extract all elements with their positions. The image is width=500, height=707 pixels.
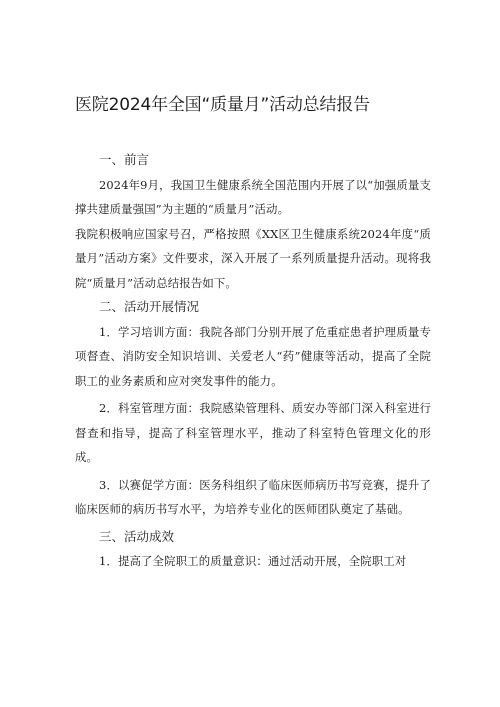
document-title: 医院2024年全国“质量月”活动总结报告 xyxy=(75,95,370,115)
section-heading-results: 三、活动成效 xyxy=(99,528,175,544)
activities-paragraph-training: 1．学习培训方面：我院各部门分别开展了危重症患者护理质量专项督查、消防安全知识培训、关爱老人“药”健康等活动，提高了全院职工的业务素质和应对突发事件的能力。 xyxy=(75,324,431,388)
activities-paragraph-competition: 3．以赛促学方面：医务科组织了临床医师病历书写竞赛，提升了临床医师的病历书写水平，为培养专业化的医师团队奠定了基础。 xyxy=(75,477,431,516)
results-paragraph-1: 1．提高了全院职工的质量意识：通过活动开展，全院职工对 xyxy=(99,554,407,568)
activities-paragraph-management: 2．科室管理方面：我院感染管理科、质安办等部门深入科室进行督查和指导，提高了科室管理水平，推动了科室特色管理文化的形成。 xyxy=(75,401,431,464)
section-heading-preface: 一、前言 xyxy=(99,152,150,167)
section-heading-activities: 二、活动开展情况 xyxy=(99,299,200,314)
preface-paragraph-2: 我院积极响应国家号召，严格按照《XX区卫生健康系统2024年度“质量月”活动方案》文件要求，深入开展了一系列质量提升活动。现将我院“质量月”活动总结报告如下。 xyxy=(75,226,431,290)
preface-paragraph-1: 2024年9月，我国卫生健康系统全国范围内开展了以“加强质量支撑共建质量强国”为主题的“质量月”活动。 xyxy=(75,177,431,216)
document-body xyxy=(75,148,431,574)
